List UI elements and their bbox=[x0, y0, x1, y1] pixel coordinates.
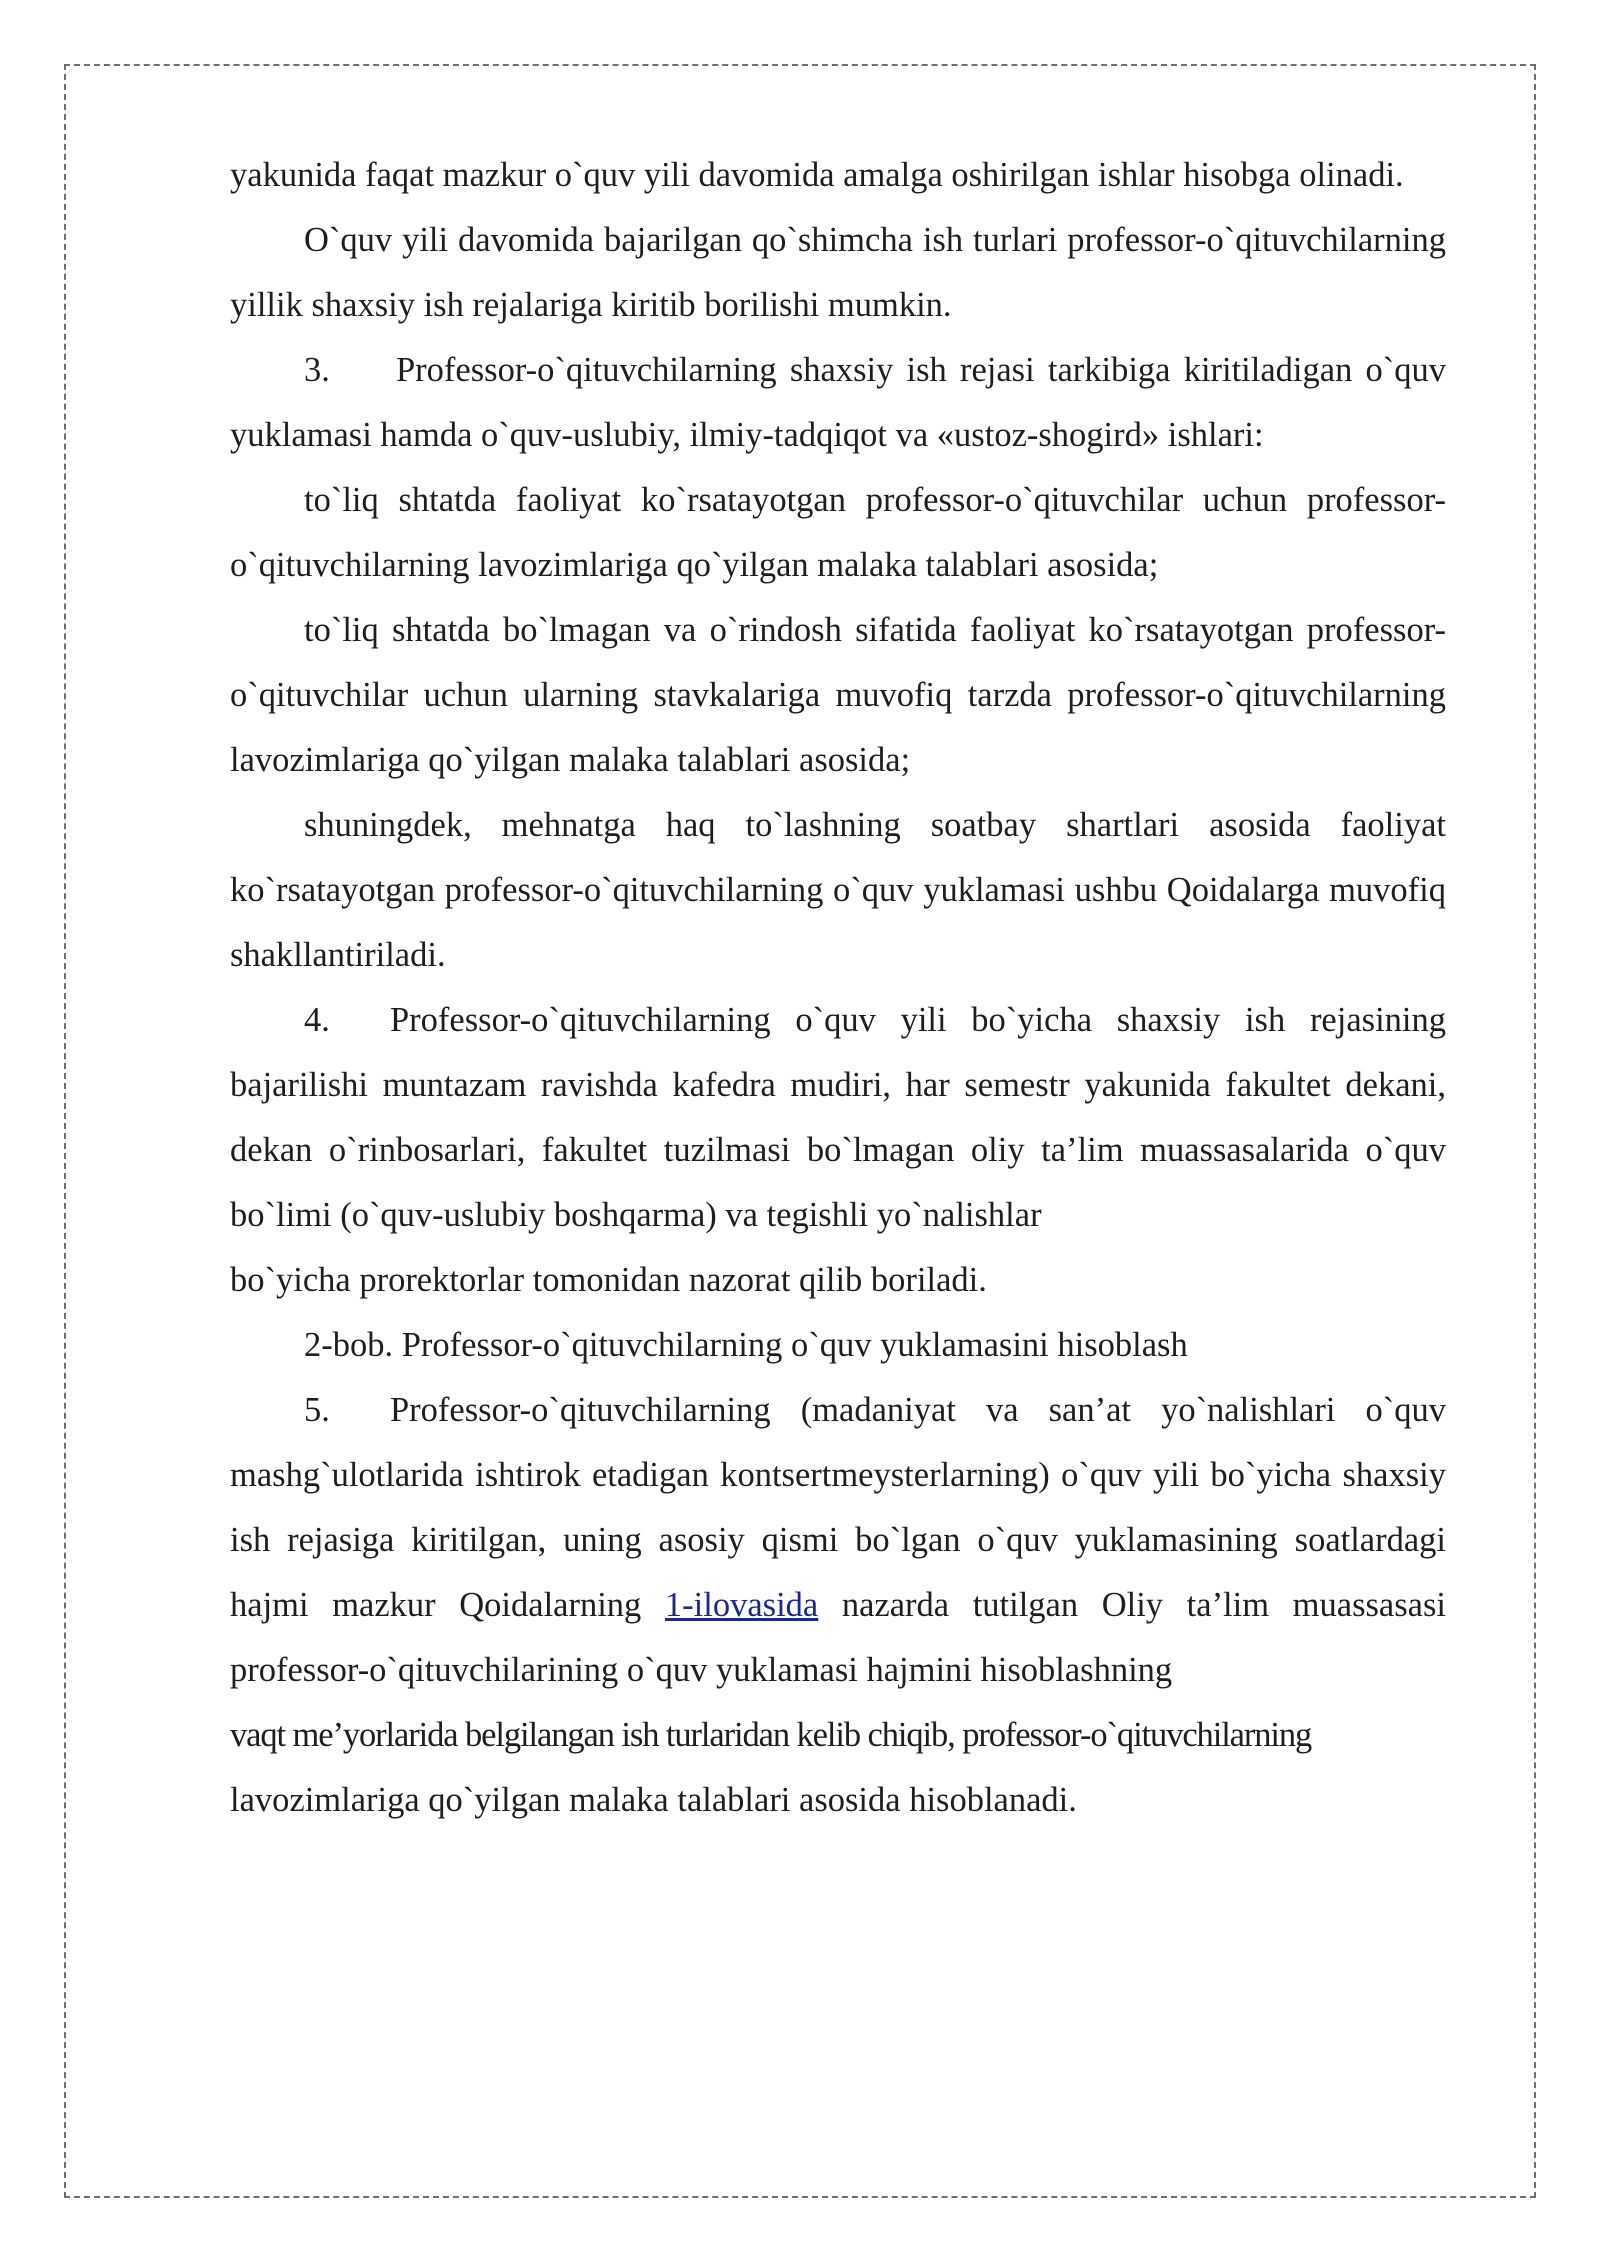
numbered-paragraph-3: 3. Professor-o`qituvchilarning shaxsiy ish rejasi tarkibiga kiritiladigan o`quv yuklamasi hamda o`quv-uslubiy, ilmiy-tadqiqot va «ustoz-shogird» ishlari: bbox=[230, 338, 1446, 468]
numbered-paragraph-4: 4. Professor-o`qituvchilarning o`quv yili bo`yicha shaxsiy ish rejasining bajarilishi muntazam ravishda kafedra mudiri, har semestr yakunida fakultet dekani, dekan o`rinbosarlari, fakultet tuzilmasi bo`lmagan oliy ta’lim muassasalarida o`quv bo`limi (o`quv-uslubiy boshqarma) va tegishli yo`nalishlar bbox=[230, 988, 1446, 1248]
paragraph: shuningdek, mehnatga haq to`lashning soatbay shartlari asosida faoliyat ko`rsatayotgan professor-o`qituvchilarning o`quv yuklamasi ushbu Qoidalarga muvofiq shakllantiriladi. bbox=[230, 806, 1446, 974]
paragraph: yakunida faqat mazkur o`quv yili davomida amalga oshirilgan ishlar hisobga olinadi. bbox=[230, 156, 1404, 194]
annex-1-link[interactable]: 1-ilovasida bbox=[664, 1586, 819, 1624]
document-body bbox=[230, 143, 1446, 1833]
numbered-paragraph-5: 5. Professor-o`qituvchilarning (madaniyat va san’at yo`nalishlari o`quv mashg`ulotlarida ishtirok etadigan kontsertmeysterlarning) o`quv yili bo`yicha shaxsiy ish rejasiga kiritilgan, uning asosiy qismi bo`lgan o`quv yuklamasining soatlardagi hajmi mazkur Qoidalarning 1-ilovasida nazarda tutilgan Oliy ta’lim muassasasi professor-o`qituvchilarining o`quv yuklamasi hajmini hisoblashning bbox=[230, 1378, 1446, 1703]
item-number: 4. bbox=[304, 1001, 330, 1039]
paragraph: to`liq shtatda faoliyat ko`rsatayotgan professor-o`qituvchilar uchun professor-o`qituvchilarning lavozimlariga qo`yilgan malaka talablari asosida; bbox=[230, 481, 1446, 584]
paragraph: O`quv yili davomida bajarilgan qo`shimcha ish turlari professor-o`qituvchilarning yillik shaxsiy ish rejalariga kiritib borilishi mumkin. bbox=[230, 221, 1446, 324]
chapter-heading: 2-bob. Professor-o`qituvchilarning o`quv yuklamasini hisoblash bbox=[304, 1326, 1188, 1364]
paragraph: bo`yicha prorektorlar tomonidan nazorat qilib boriladi. bbox=[230, 1261, 987, 1299]
item-number: 3. bbox=[304, 351, 330, 389]
item-number: 5. bbox=[304, 1391, 330, 1429]
paragraph: vaqt me’yorlarida belgilangan ish turlaridan kelib chiqib, professor-o`qituvchilarning bbox=[230, 1716, 1312, 1754]
paragraph: lavozimlariga qo`yilgan malaka talablari asosida hisoblanadi. bbox=[230, 1781, 1077, 1819]
paragraph: to`liq shtatda bo`lmagan va o`rindosh sifatida faoliyat ko`rsatayotgan professor-o`qituvchilar uchun ularning stavkalariga muvofiq tarzda professor-o`qituvchilarning lavozimlariga qo`yilgan malaka talablari asosida; bbox=[230, 611, 1446, 779]
